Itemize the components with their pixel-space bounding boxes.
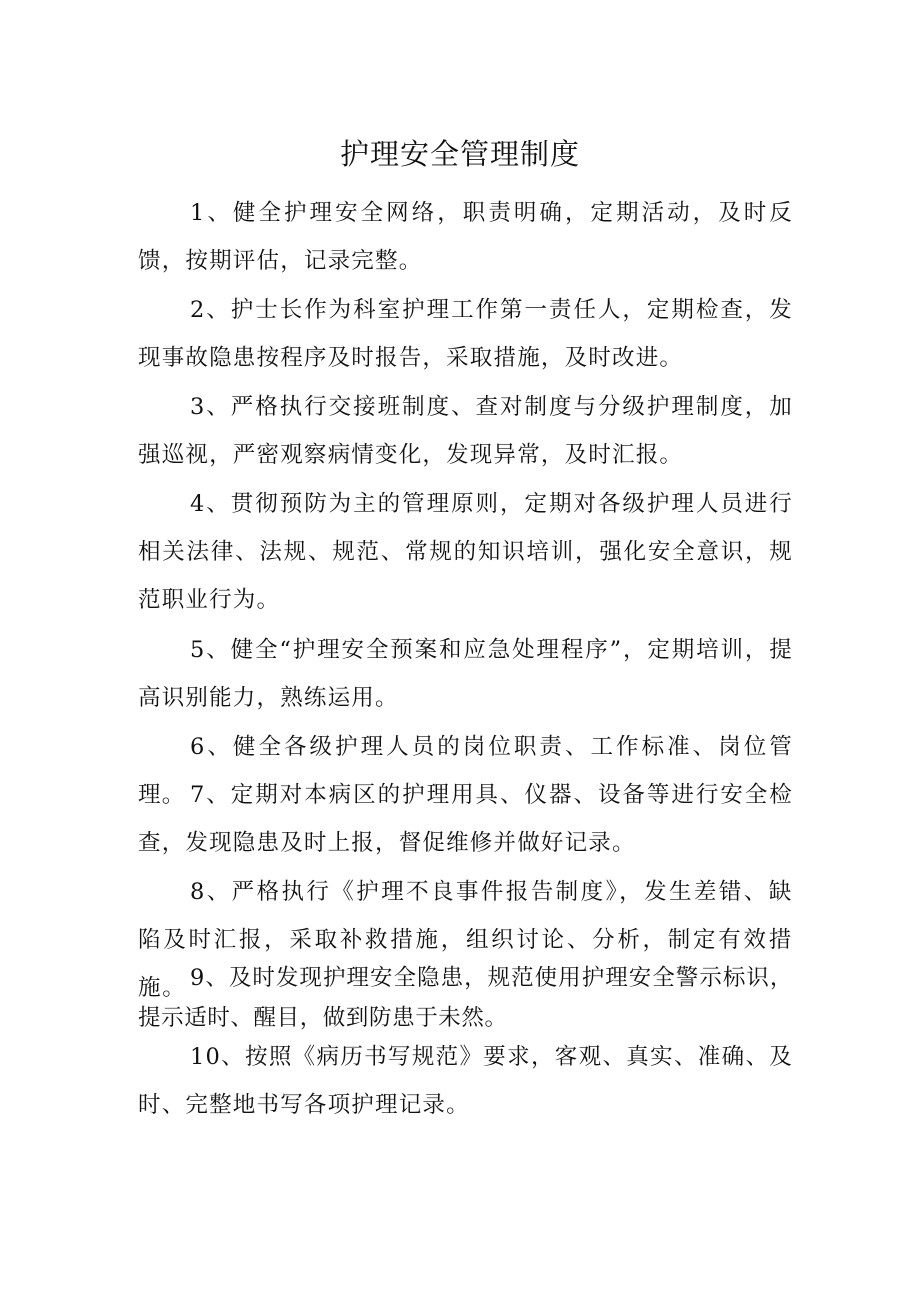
- regulation-item-1: 1、健全护理安全网络，职责明确，定期活动，及时反馈，按期评估，记录完整。: [138, 200, 793, 274]
- regulation-item-3: 3、严格执行交接班制度、查对制度与分级护理制度，加强巡视，严密观察病情变化，发现异常，及时汇报。: [138, 394, 793, 468]
- regulation-item-2: 2、护士长作为科室护理工作第一责任人，定期检查，发现事故隐患按程序及时报告，采取措施，及时改进。: [138, 297, 793, 371]
- regulation-item-7: 7、定期对本病区的护理用具、仪器、设备等进行安全检查，发现隐患及时上报，督促维修并做好记录。: [138, 782, 793, 856]
- document-title: 护理安全管理制度: [339, 137, 580, 171]
- regulation-item-9: 9、及时发现护理安全隐患，规范使用护理安全警示标识，提示适时、醒目，做到防患于未然。: [138, 965, 793, 1031]
- regulation-item-4: 4、贯彻预防为主的管理原则，定期对各级护理人员进行相关法律、法规、规范、常规的知识培训，强化安全意识，规范职业行为。: [138, 491, 793, 613]
- regulation-item-10: 10、按照《病历书写规范》要求，客观、真实、准确、及时、完整地书写各项护理记录。: [138, 1044, 793, 1118]
- regulation-item-6: 6、健全各级护理人员的岗位职责、工作标准、岗位管理。: [138, 734, 793, 808]
- regulation-item-5: 5、健全“护理安全预案和应急处理程序”，定期培训，提高识别能力，熟练运用。: [138, 637, 793, 711]
- regulation-item-8: 8、严格执行《护理不良事件报告制度》，发生差错、缺陷及时汇报，采取补救措施，组织讨论、分析，制定有效措施。: [138, 879, 793, 1001]
